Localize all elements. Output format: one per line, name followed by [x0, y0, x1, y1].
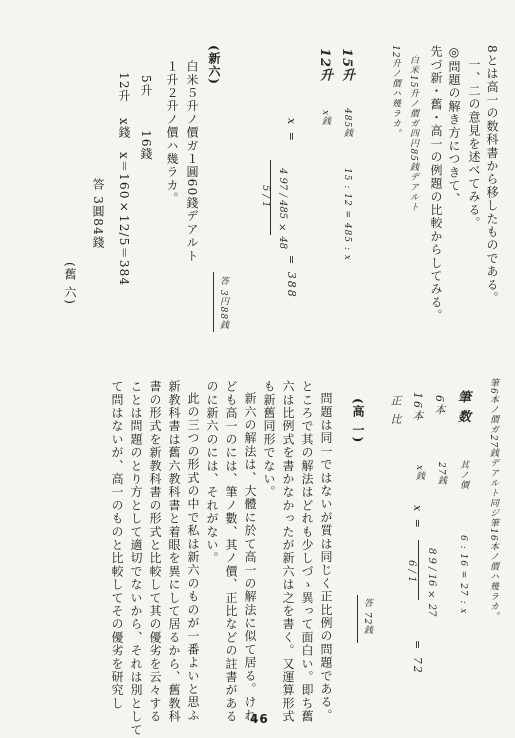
- handwritten-result: = 388: [285, 255, 298, 299]
- label-high-one: (高 一): [351, 398, 365, 444]
- new-row2-price: x錢: [117, 118, 131, 140]
- lower-header-count: 筆 数: [455, 390, 470, 424]
- handwritten-row1-price: 485銭: [342, 108, 352, 139]
- paragraph-line-2: ところで其の解法はどれも少しづゝ異って面白い。即ち舊: [300, 380, 314, 724]
- handwritten-question-line-1: 白米15升ノ價ガ四円85銭デアルト: [408, 55, 418, 212]
- paragraph-line-7: のに新六のには、それがない。: [205, 380, 219, 565]
- new-row2-quantity: 12升: [117, 72, 131, 103]
- paragraph-line-1: 問題は同一ではないが質は同じく正比例の問題である。: [319, 392, 333, 722]
- text-column-2: 一、二の意見を述べてみる。: [467, 58, 481, 230]
- lower-answer-underline: [357, 595, 358, 643]
- lower-proportion: 6 : 16 = 27 : x: [458, 535, 468, 615]
- lower-row2-quantity: 16本: [411, 392, 424, 423]
- paragraph-line-3: 六は比例式を書かなかったが新六は之を書く。又運算形式: [281, 380, 295, 724]
- label-old-six: (舊 六): [63, 262, 77, 306]
- lower-header-price: 其ノ價: [458, 460, 468, 490]
- answer-underline: [213, 272, 214, 332]
- new-question-line-1: 白米５升ノ價ガ１圓60錢デアルト: [185, 60, 199, 263]
- lower-x-equals: x =: [411, 505, 424, 530]
- handwritten-row2-price: x銭: [320, 110, 330, 127]
- lower-fraction-numerator: 8 9 / 16 × 27: [426, 548, 437, 617]
- text-column-4: 先づ新・舊・高一の例題の比較からしてみる。: [429, 45, 443, 323]
- handwritten-answer: 答 3円88銭: [218, 276, 228, 331]
- new-calculation: x＝160×12/5＝384: [117, 152, 131, 287]
- new-row1-price: 16錢: [139, 130, 153, 161]
- text-column-3: ◎問題の解き方につきて、: [447, 45, 461, 206]
- handwritten-row1-quantity: 15升: [339, 48, 354, 83]
- text-column-1: 8とは高一の数科書から移したものである。: [485, 45, 499, 305]
- paragraph-line-4: も新舊同形でない。: [262, 380, 276, 499]
- paragraph-line-8: 此の三つの形式の中で私は新六のものが一番よいと思ふ: [186, 392, 200, 722]
- lower-result: = 72: [411, 640, 424, 675]
- handwritten-fraction-denominator: 5 / 1: [260, 185, 271, 208]
- page-number: 46: [250, 712, 269, 726]
- lower-answer: 答 72銭: [362, 598, 372, 636]
- handwritten-x-equals: x =: [285, 118, 298, 143]
- handwritten-row2-quantity: 12升: [317, 48, 332, 83]
- lower-row1-quantity: 6本: [433, 395, 446, 417]
- lower-handwritten-question: 筆6本ノ價ガ27銭デアルト同ジ筆16本ノ價ハ幾ラカ。: [488, 378, 498, 622]
- paragraph-line-9: 新教科書は舊六教科書と着眼を異にして居るから、舊教科: [167, 380, 181, 724]
- lower-fraction-denominator: 6 / 1: [406, 560, 417, 583]
- handwritten-question-line-2: 12升ノ價ハ幾ラカ。: [390, 45, 400, 139]
- label-new-six: (新六): [207, 45, 221, 86]
- lower-fraction-bar: [418, 540, 419, 600]
- paragraph-line-10: 書の形式を新教科書の形式と比較して其の優劣を云々する: [148, 380, 162, 724]
- lower-row3-relation: 正 比: [389, 395, 402, 427]
- paragraph-line-6: ども高一のには、筆ノ數、其ノ價、正比などの註書がある: [224, 380, 238, 724]
- lower-row2-price: x銭: [414, 465, 424, 482]
- new-answer: 答 3圓84錢: [91, 178, 105, 250]
- new-row1-quantity: 5升: [139, 75, 153, 98]
- paragraph-line-5: 新六の解法は、大體に於て高一の解法に似て居る。けれ: [243, 392, 257, 722]
- handwritten-fraction-numerator: 4 97 / 485 × 48: [277, 168, 288, 250]
- new-question-line-2: １升２升ノ價ハ幾ラカ。: [165, 60, 179, 206]
- handwritten-proportion: 15 : 12 = 485 : x: [342, 168, 352, 261]
- paragraph-line-11: ことは問題のとり方として適切でないから、それは別として: [129, 380, 143, 737]
- lower-row1-price: 27銭: [436, 462, 446, 486]
- paragraph-line-12: て問はないが、高一のものと比較してその優劣を研究し: [110, 380, 124, 710]
